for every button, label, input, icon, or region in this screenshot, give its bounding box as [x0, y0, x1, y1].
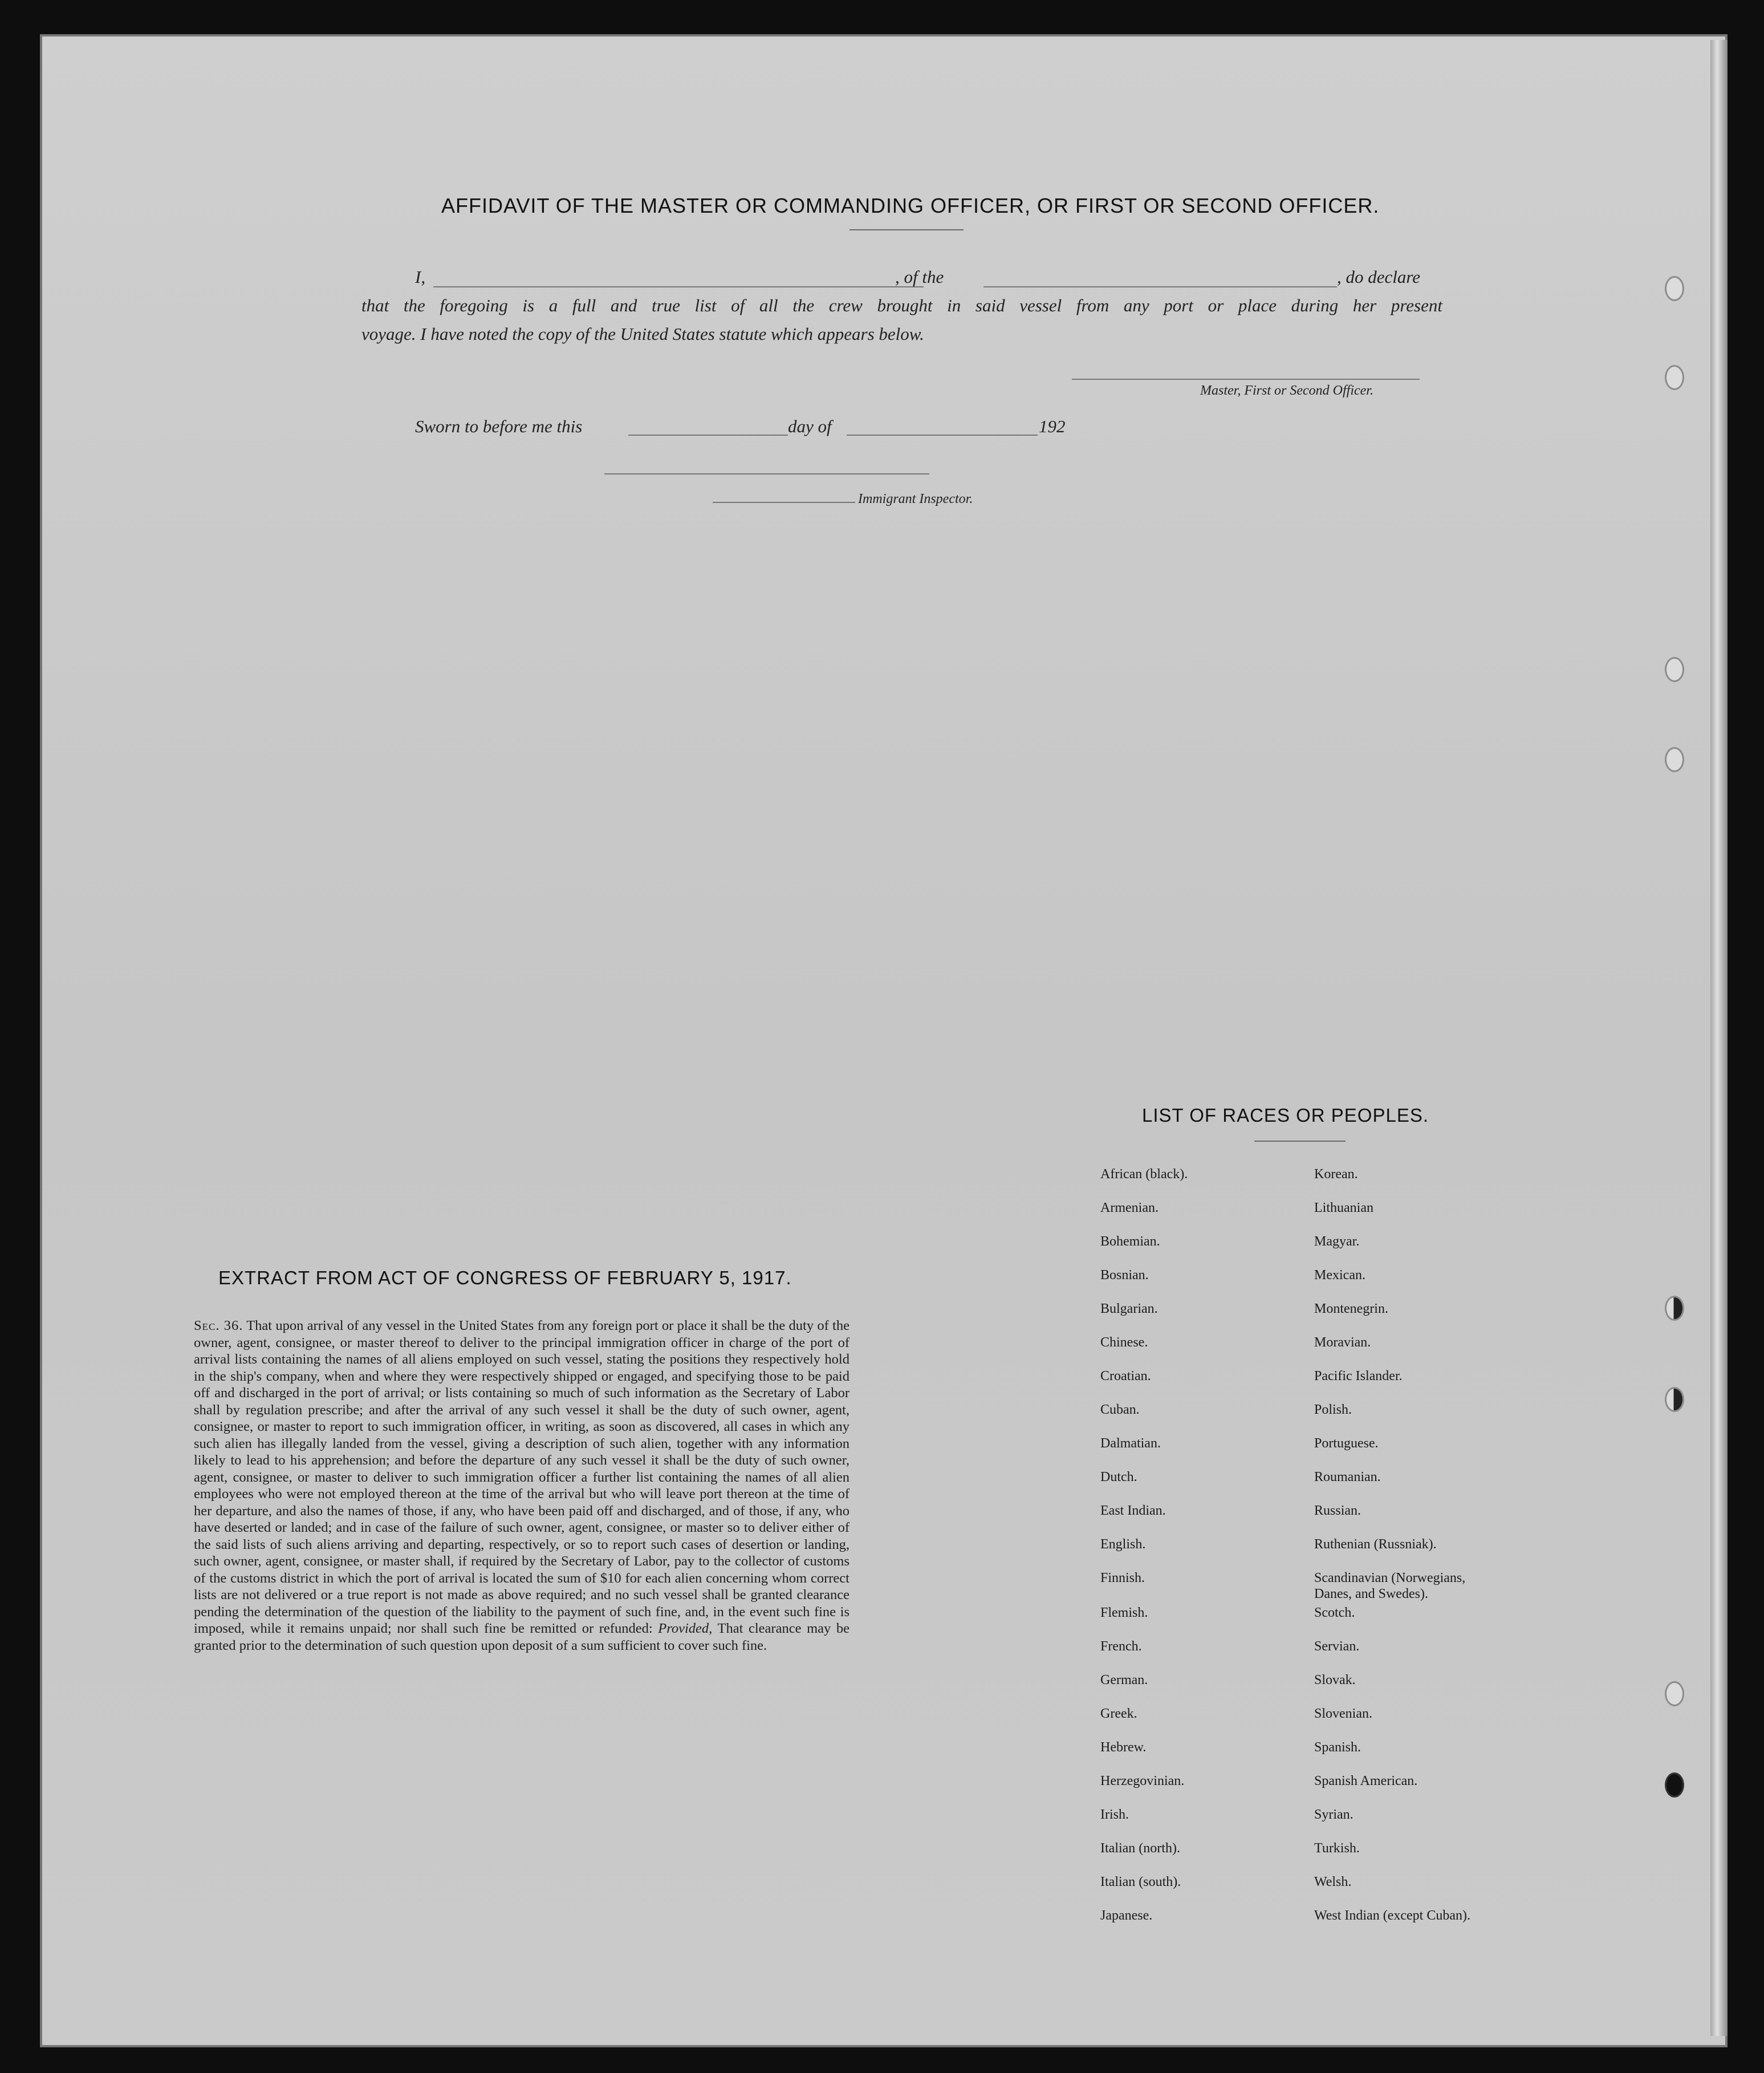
- signature-line[interactable]: [1072, 379, 1420, 380]
- punch-hole-4: [1665, 747, 1684, 772]
- race-right-17: Slovenian.: [1314, 1706, 1372, 1721]
- sworn-year: 192: [1039, 416, 1066, 436]
- declaration-line-3: voyage. I have noted the copy of the United States statute which appears below.: [361, 324, 924, 344]
- race-left-10: Dutch.: [1100, 1470, 1137, 1484]
- signature-caption: Master, First or Second Officer.: [1200, 383, 1373, 398]
- races-title-rule: [1254, 1141, 1346, 1142]
- section-text: That upon arrival of any vessel in the United States from any foreign port or place it shall be the duty of the owner, agent, consignee, or master thereof to deliver to the principal immigration officer in charge of the port of arrival lists containing the names of all aliens employed on such vessel, stating the positions they respectively hold in the ship's company, when and where they were respectively shipped or engaged, and specifying those to be paid off and discharged in the port of arrival; or lists containing so much of such information as the Secretary of Labor shall by regulation prescribe; and after the arrival of any such vessel it shall be the duty of such owner, agent, consignee, or master to report to such immigration officer, in writing, as soon as discovered, all cases in which any such alien has illegally landed from the vessel, giving a description of such alien, together with any information likely to lead to his apprehension; and before the departure of any such vessel it shall be the duty of such owner, agent, consignee, or master to deliver to such immigration officer a further list containing the names of all alien employees who were not employed thereon at the time of the arrival but who will leave port thereon at the time of her departure, and also the names of those, if any, who have been paid off and discharged, and of those, if any, who have deserted or landed; and in case of the failure of such owner, agent, consignee, or master so to deliver either of the said lists of such aliens arriving and departing, respectively, or so to report such cases of desertion or landing, such owner, agent, consignee, or master shall, if required by the Secretary of Labor, pay to the collector of customs of the customs district in which the port of arrival is located the sum of $10 for each alien concerning whom correct lists are not delivered or a true report is not made as above required; and no such vessel shall be granted clearance pending the determination of the question of the liability to the payment of such fine, and, in the event such fine is imposed, while it remains unpaid; nor shall such fine be remitted or refunded:: [194, 1318, 850, 1636]
- sworn-date-blank[interactable]: [628, 435, 788, 436]
- vessel-name-blank[interactable]: [983, 286, 1337, 287]
- race-left-4: Bosnian.: [1100, 1268, 1149, 1283]
- page-edge: [1710, 40, 1728, 2036]
- affidavit-title-rule: [850, 229, 964, 230]
- race-left-22: Italian (south).: [1100, 1875, 1181, 1889]
- race-left-16: German.: [1100, 1673, 1148, 1687]
- race-left-2: Armenian.: [1100, 1200, 1159, 1215]
- punch-hole-8: [1665, 1772, 1684, 1798]
- race-right-16: Slovak.: [1314, 1673, 1356, 1687]
- race-right-21: Turkish.: [1314, 1841, 1360, 1856]
- provided-label: Provided,: [658, 1621, 713, 1636]
- declaration-line-2: that the foregoing is a full and true list of all the crew brought in said vessel from any port or place during her present: [361, 295, 1442, 315]
- race-right-22: Welsh.: [1314, 1875, 1352, 1889]
- race-right-2: Lithuanian: [1314, 1200, 1373, 1215]
- sworn-month-blank[interactable]: [847, 435, 1038, 436]
- extract-body: [194, 1317, 850, 1654]
- race-left-14: Flemish.: [1100, 1605, 1148, 1620]
- race-right-23: West Indian (except Cuban).: [1314, 1908, 1470, 1923]
- race-right-14: Scotch.: [1314, 1605, 1355, 1620]
- inspector-caption-line: [713, 502, 855, 503]
- inspector-signature-line[interactable]: [604, 473, 929, 474]
- race-left-23: Japanese.: [1100, 1908, 1153, 1923]
- race-left-15: French.: [1100, 1639, 1142, 1654]
- race-right-4: Mexican.: [1314, 1268, 1365, 1283]
- race-left-11: East Indian.: [1100, 1503, 1166, 1518]
- race-left-7: Croatian.: [1100, 1369, 1151, 1384]
- race-left-18: Hebrew.: [1100, 1740, 1147, 1755]
- race-right-19: Spanish American.: [1314, 1774, 1418, 1788]
- punch-hole-7: [1665, 1681, 1684, 1706]
- affidavit-title: AFFIDAVIT OF THE MASTER OR COMMANDING OFFICER, OR FIRST OR SECOND OFFICER.: [441, 194, 1380, 217]
- sworn-prefix: Sworn to before me this: [415, 416, 583, 436]
- race-right-7: Pacific Islander.: [1314, 1369, 1403, 1384]
- race-left-8: Cuban.: [1100, 1402, 1140, 1417]
- race-right-20: Syrian.: [1314, 1807, 1354, 1822]
- race-left-19: Herzegovinian.: [1100, 1774, 1185, 1788]
- race-right-11: Russian.: [1314, 1503, 1361, 1518]
- declare-i: I,: [415, 267, 426, 287]
- races-title: LIST OF RACES OR PEOPLES.: [1142, 1105, 1429, 1126]
- punch-hole-2: [1665, 365, 1684, 390]
- declare-of-the: , of the: [895, 267, 944, 287]
- punch-hole-5: [1665, 1296, 1684, 1321]
- declare-do: , do declare: [1337, 267, 1421, 287]
- race-left-3: Bohemian.: [1100, 1234, 1160, 1249]
- race-left-1: African (black).: [1100, 1167, 1188, 1182]
- sworn-day-of: day of: [788, 416, 832, 436]
- race-right-12: Ruthenian (Russniak).: [1314, 1537, 1437, 1552]
- race-left-5: Bulgarian.: [1100, 1301, 1158, 1316]
- provided-text: That clearance may be granted prior to the determination of such question upon deposit of a sum sufficient to cover such fine.: [194, 1621, 850, 1653]
- punch-hole-3: [1665, 657, 1684, 682]
- race-left-20: Irish.: [1100, 1807, 1129, 1822]
- race-right-5: Montenegrin.: [1314, 1301, 1388, 1316]
- inspector-caption: Immigrant Inspector.: [858, 492, 973, 506]
- extract-title: EXTRACT FROM ACT OF CONGRESS OF FEBRUARY 5, 1917.: [218, 1267, 792, 1288]
- race-right-18: Spanish.: [1314, 1740, 1361, 1755]
- race-left-12: English.: [1100, 1537, 1146, 1552]
- race-right-1: Korean.: [1314, 1167, 1358, 1182]
- race-left-21: Italian (north).: [1100, 1841, 1180, 1856]
- race-right-15: Servian.: [1314, 1639, 1360, 1654]
- punch-hole-6: [1665, 1387, 1684, 1412]
- race-left-9: Dalmatian.: [1100, 1436, 1161, 1451]
- race-right-10: Roumanian.: [1314, 1470, 1381, 1484]
- race-right-9: Portuguese.: [1314, 1436, 1379, 1451]
- race-right-3: Magyar.: [1314, 1234, 1360, 1249]
- race-left-6: Chinese.: [1100, 1335, 1148, 1350]
- section-label: Sec. 36.: [194, 1318, 243, 1333]
- race-right-13: Scandinavian (Norwegians, Danes, and Swedes).: [1314, 1571, 1466, 1601]
- punch-hole-1: [1665, 276, 1684, 301]
- race-right-6: Moravian.: [1314, 1335, 1371, 1350]
- race-right-8: Polish.: [1314, 1402, 1352, 1417]
- race-left-13: Finnish.: [1100, 1571, 1145, 1585]
- declarant-name-blank[interactable]: [433, 286, 924, 287]
- race-left-17: Greek.: [1100, 1706, 1137, 1721]
